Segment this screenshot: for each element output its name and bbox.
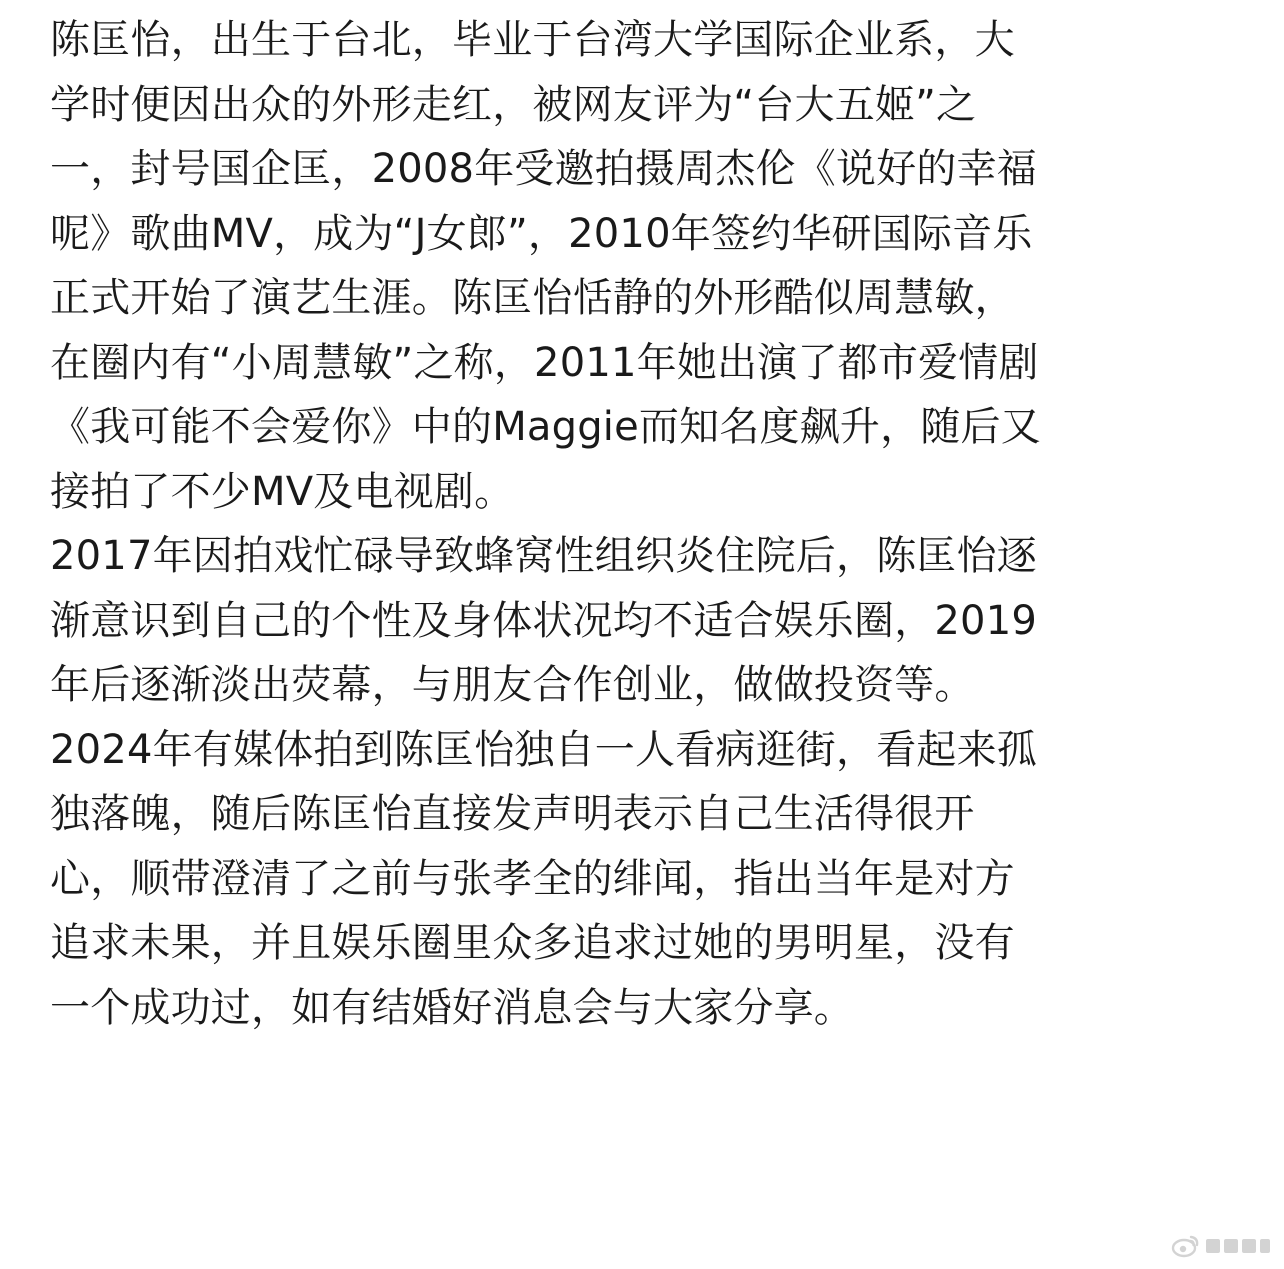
text-line: 一，封号国企匡，2008年受邀拍摄周杰伦《说好的幸福 [50, 146, 1037, 192]
text-line: 学时便因出众的外形走红，被网友评为“台大五姬”之 [50, 81, 977, 128]
text-line: 年后逐渐淡出荧幕，与朋友合作创业，做做投资等。 [50, 662, 975, 708]
text-line: 2024年有媒体拍到陈匡怡独自一人看病逛街，看起来孤 [50, 726, 1037, 773]
text-line: 一个成功过，如有结婚好消息会与大家分享。 [50, 984, 854, 1031]
text-line: 渐意识到自己的个性及身体状况均不适合娱乐圈，2019 [50, 597, 1037, 644]
article-text [50, 8, 1250, 1040]
text-line: 接拍了不少MV及电视剧。 [50, 468, 515, 515]
text-line: 在圈内有“小周慧敏”之称，2011年她出演了都市爱情剧 [50, 339, 1039, 386]
text-line: 追求未果，并且娱乐圈里众多追求过她的男明星，没有 [50, 920, 1015, 966]
text-line: 陈匡怡，出生于台北，毕业于台湾大学国际企业系，大 [50, 17, 1015, 63]
weibo-logo-icon [1170, 1233, 1272, 1259]
text-line: 2017年因拍戏忙碌导致蜂窝性组织炎住院后，陈匡怡逐 [50, 533, 1037, 579]
text-line: 独落魄，随后陈匡怡直接发声明表示自己生活得很开 [50, 791, 975, 837]
text-line: 《我可能不会爱你》中的Maggie而知名度飙升，随后又 [50, 404, 1041, 450]
weibo-logo-mark [1173, 1237, 1197, 1256]
text-line: 正式开始了演艺生涯。陈匡怡恬静的外形酷似周慧敏， [50, 275, 1015, 321]
text-line: 呢》歌曲MV，成为“J女郎”，2010年签约华研国际音乐 [50, 210, 1033, 257]
text-line: 心，顺带澄清了之前与张孝全的绯闻，指出当年是对方 [50, 855, 1015, 902]
